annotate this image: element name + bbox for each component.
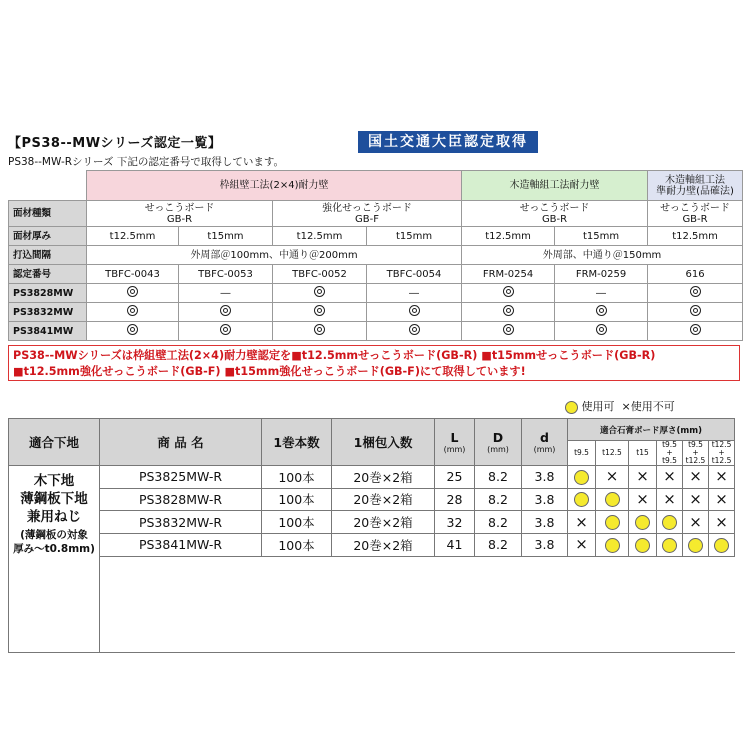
fit-cell <box>683 466 709 489</box>
thickness-cell: t15mm <box>555 227 648 246</box>
cert-mark-cell: ― <box>367 284 462 303</box>
product-D: 8.2 <box>475 511 522 534</box>
double-circle-icon <box>503 324 514 335</box>
header-L: L (mm) <box>435 419 475 466</box>
cert-number: TBFC-0052 <box>273 265 367 284</box>
usable-circle-icon <box>714 538 729 553</box>
fit-cell <box>629 533 657 556</box>
board-thickness-header: t12.5 + t12.5 <box>709 441 735 466</box>
product-row <box>9 511 735 534</box>
double-circle-icon <box>220 305 231 316</box>
product-table <box>8 418 735 653</box>
double-circle-icon <box>314 286 325 297</box>
cross-icon: × <box>663 467 676 486</box>
cert-mark-cell <box>273 322 367 341</box>
product-name: PS3841MW-R <box>100 533 262 556</box>
thickness-cell: t12.5mm <box>462 227 555 246</box>
double-circle-icon <box>220 324 231 335</box>
usable-circle-icon <box>605 515 620 530</box>
usable-circle-icon <box>605 492 620 507</box>
usable-circle-icon <box>605 538 620 553</box>
product-per-roll: 100本 <box>262 533 332 556</box>
product-per-roll: 100本 <box>262 466 332 489</box>
cert-number: 616 <box>648 265 743 284</box>
thickness-cell: t12.5mm <box>273 227 367 246</box>
cert-mark-cell: ― <box>555 284 648 303</box>
cross-icon: × <box>689 467 702 486</box>
cert-mark-cell <box>367 322 462 341</box>
product-name: PS3828MW-R <box>100 488 262 511</box>
certification-badge: 国土交通大臣認定取得 <box>358 131 538 153</box>
header-D: D (mm) <box>475 419 522 466</box>
fit-cell <box>596 488 629 511</box>
cross-icon: × <box>636 489 649 508</box>
cross-icon: × <box>689 489 702 508</box>
cert-product-row <box>9 284 743 303</box>
product-per-roll: 100本 <box>262 488 332 511</box>
fit-cell <box>683 533 709 556</box>
header-per-roll: 1巻本数 <box>262 419 332 466</box>
product-row <box>9 466 735 489</box>
page-subtitle: PS38--MW-Rシリーズ 下記の認定番号で取得しています。 <box>8 156 285 168</box>
fit-cell <box>629 511 657 534</box>
cert-mark-cell <box>87 284 179 303</box>
base-type-cell: 木下地 薄鋼板下地 兼用ねじ (薄鋼板の対象 厚み～t0.8mm) <box>9 466 100 557</box>
fit-cell <box>683 488 709 511</box>
cert-mark-cell <box>179 322 273 341</box>
legend-usable: 使用可 <box>581 400 615 413</box>
double-circle-icon <box>409 324 420 335</box>
legend-not-usable: 使用不可 <box>630 400 675 413</box>
cert-mark-cell: ― <box>179 284 273 303</box>
empty-area <box>100 556 735 652</box>
cert-mark-cell <box>648 322 743 341</box>
fit-cell <box>568 488 596 511</box>
header-board: 適合石膏ボード厚さ(mm) <box>568 419 735 441</box>
double-circle-icon <box>127 305 138 316</box>
fit-cell <box>568 466 596 489</box>
cert-number: FRM-0259 <box>555 265 648 284</box>
page-title: 【PS38--MWシリーズ認定一覧】 <box>8 136 222 151</box>
product-name: PS3825MW-R <box>100 466 262 489</box>
product-per-pack: 20巻×2箱 <box>332 533 435 556</box>
cross-icon: × <box>715 489 728 508</box>
product-d: 3.8 <box>522 511 568 534</box>
usable-circle-icon <box>662 538 677 553</box>
fit-cell <box>596 533 629 556</box>
header-name: 商 品 名 <box>100 419 262 466</box>
usable-circle-icon <box>662 515 677 530</box>
row-label-cert-no: 認定番号 <box>9 265 87 284</box>
double-circle-icon <box>596 324 607 335</box>
notice-item-4: t15mm強化せっこうボード(GB-F)にて取得しています! <box>235 365 526 378</box>
notice-item-3: t12.5mm強化せっこうボード(GB-F) <box>23 365 221 378</box>
thickness-cell: t12.5mm <box>648 227 743 246</box>
fit-cell <box>596 466 629 489</box>
material-gbr-frame: せっこうボード GB-R <box>87 201 273 227</box>
certification-table <box>8 170 743 341</box>
fit-cell <box>709 466 735 489</box>
fit-cell <box>709 511 735 534</box>
fit-cell <box>629 466 657 489</box>
group-frame-wall: 枠組壁工法(2×4)耐力壁 <box>87 171 462 201</box>
double-circle-icon <box>690 324 701 335</box>
product-D: 8.2 <box>475 466 522 489</box>
double-circle-icon <box>409 305 420 316</box>
cross-icon: × <box>621 400 631 413</box>
product-per-pack: 20巻×2箱 <box>332 488 435 511</box>
cert-number: TBFC-0043 <box>87 265 179 284</box>
fit-cell <box>568 511 596 534</box>
row-label-thickness: 面材厚み <box>9 227 87 246</box>
double-circle-icon <box>596 305 607 316</box>
cross-icon: × <box>689 512 702 531</box>
double-circle-icon <box>127 324 138 335</box>
cross-icon: × <box>605 467 619 486</box>
spacing-wooden: 外周部、中通り＠150mm <box>462 246 743 265</box>
usable-circle-icon <box>574 492 589 507</box>
cert-number: TBFC-0053 <box>179 265 273 284</box>
usable-circle-icon <box>574 470 589 485</box>
cert-mark-cell <box>555 303 648 322</box>
product-row <box>9 533 735 556</box>
board-thickness-header: t12.5 <box>596 441 629 466</box>
double-circle-icon <box>690 286 701 297</box>
usable-circle-icon <box>635 538 650 553</box>
group-wooden-wall: 木造軸組工法耐力壁 <box>462 171 648 201</box>
product-L: 25 <box>435 466 475 489</box>
cert-mark-cell <box>462 322 555 341</box>
notice-box: PS38--MWシリーズは枠組壁工法(2×4)耐力壁認定を■t12.5mmせっこうボード(GB-R) ■t15mmせっこうボード(GB-R) ■t12.5mm強化せっこうボード(GB-F) ■t15mm強化せっこうボード(GB-F)にて取得しています! <box>8 345 740 381</box>
cert-mark-cell <box>87 303 179 322</box>
usable-circle-icon <box>635 515 650 530</box>
cross-icon: × <box>575 512 588 531</box>
base-continued <box>9 556 100 652</box>
product-per-pack: 20巻×2箱 <box>332 511 435 534</box>
cert-product-name: PS3832MW <box>9 303 87 322</box>
header-per-pack: 1梱包入数 <box>332 419 435 466</box>
board-thickness-header: t15 <box>629 441 657 466</box>
notice-item-1: t12.5mmせっこうボード(GB-R) <box>301 349 478 362</box>
fit-cell <box>657 533 683 556</box>
cert-product-name: PS3841MW <box>9 322 87 341</box>
notice-item-2: t15mmせっこうボード(GB-R) <box>491 349 656 362</box>
cross-icon: × <box>663 489 676 508</box>
thickness-cell: t12.5mm <box>87 227 179 246</box>
double-circle-icon <box>314 305 325 316</box>
usable-circle-icon <box>688 538 703 553</box>
cert-mark-cell <box>367 303 462 322</box>
fit-cell <box>709 488 735 511</box>
material-gbr-wooden: せっこうボード GB-R <box>462 201 648 227</box>
product-L: 41 <box>435 533 475 556</box>
cert-mark-cell <box>648 303 743 322</box>
double-circle-icon <box>690 305 701 316</box>
product-d: 3.8 <box>522 466 568 489</box>
group-quasi-line2: 準耐力壁(品確法) <box>656 185 734 197</box>
thickness-cell: t15mm <box>367 227 462 246</box>
product-per-roll: 100本 <box>262 511 332 534</box>
product-L: 32 <box>435 511 475 534</box>
cross-icon: × <box>715 512 728 531</box>
fit-cell <box>568 533 596 556</box>
double-circle-icon <box>314 324 325 335</box>
cert-product-row <box>9 322 743 341</box>
cert-product-row <box>9 303 743 322</box>
cert-mark-cell <box>555 322 648 341</box>
product-D: 8.2 <box>475 533 522 556</box>
cert-mark-cell <box>462 284 555 303</box>
board-thickness-header: t9.5 <box>568 441 596 466</box>
product-D: 8.2 <box>475 488 522 511</box>
row-label-spacing: 打込間隔 <box>9 246 87 265</box>
notice-prefix: PS38--MWシリーズは枠組壁工法(2×4)耐力壁認定を <box>13 349 292 362</box>
cert-mark-cell <box>462 303 555 322</box>
board-thickness-header: t9.5 + t12.5 <box>683 441 709 466</box>
fit-cell <box>657 488 683 511</box>
product-per-pack: 20巻×2箱 <box>332 466 435 489</box>
cross-icon: × <box>575 535 588 554</box>
product-name: PS3832MW-R <box>100 511 262 534</box>
cert-mark-cell <box>87 322 179 341</box>
cert-number: TBFC-0054 <box>367 265 462 284</box>
header-base: 適合下地 <box>9 419 100 466</box>
cert-mark-cell <box>648 284 743 303</box>
board-thickness-header: t9.5 + t9.5 <box>657 441 683 466</box>
fit-cell <box>629 488 657 511</box>
fit-cell <box>657 466 683 489</box>
fit-cell <box>709 533 735 556</box>
cross-icon: × <box>636 467 649 486</box>
cert-mark-cell <box>273 284 367 303</box>
thickness-cell: t15mm <box>179 227 273 246</box>
corner-cell <box>9 171 87 201</box>
double-circle-icon <box>503 305 514 316</box>
product-d: 3.8 <box>522 533 568 556</box>
group-quasi-line1: 木造軸組工法 <box>665 174 726 186</box>
product-row <box>9 488 735 511</box>
product-L: 28 <box>435 488 475 511</box>
group-quasi-wall <box>648 171 743 201</box>
material-gbr-quasi: せっこうボード GB-R <box>648 201 743 227</box>
header-d: d (mm) <box>522 419 568 466</box>
cross-icon: × <box>715 467 728 486</box>
fit-cell <box>596 511 629 534</box>
spacing-frame: 外周部＠100mm、中通り＠200mm <box>87 246 462 265</box>
cert-mark-cell <box>273 303 367 322</box>
usable-circle-icon <box>565 401 578 414</box>
double-circle-icon <box>503 286 514 297</box>
product-d: 3.8 <box>522 488 568 511</box>
cert-number: FRM-0254 <box>462 265 555 284</box>
legend <box>565 398 675 414</box>
fit-cell <box>683 511 709 534</box>
cert-product-name: PS3828MW <box>9 284 87 303</box>
material-gbf-frame: 強化せっこうボード GB-F <box>273 201 462 227</box>
cert-mark-cell <box>179 303 273 322</box>
fit-cell <box>657 511 683 534</box>
row-label-material: 面材種類 <box>9 201 87 227</box>
double-circle-icon <box>127 286 138 297</box>
